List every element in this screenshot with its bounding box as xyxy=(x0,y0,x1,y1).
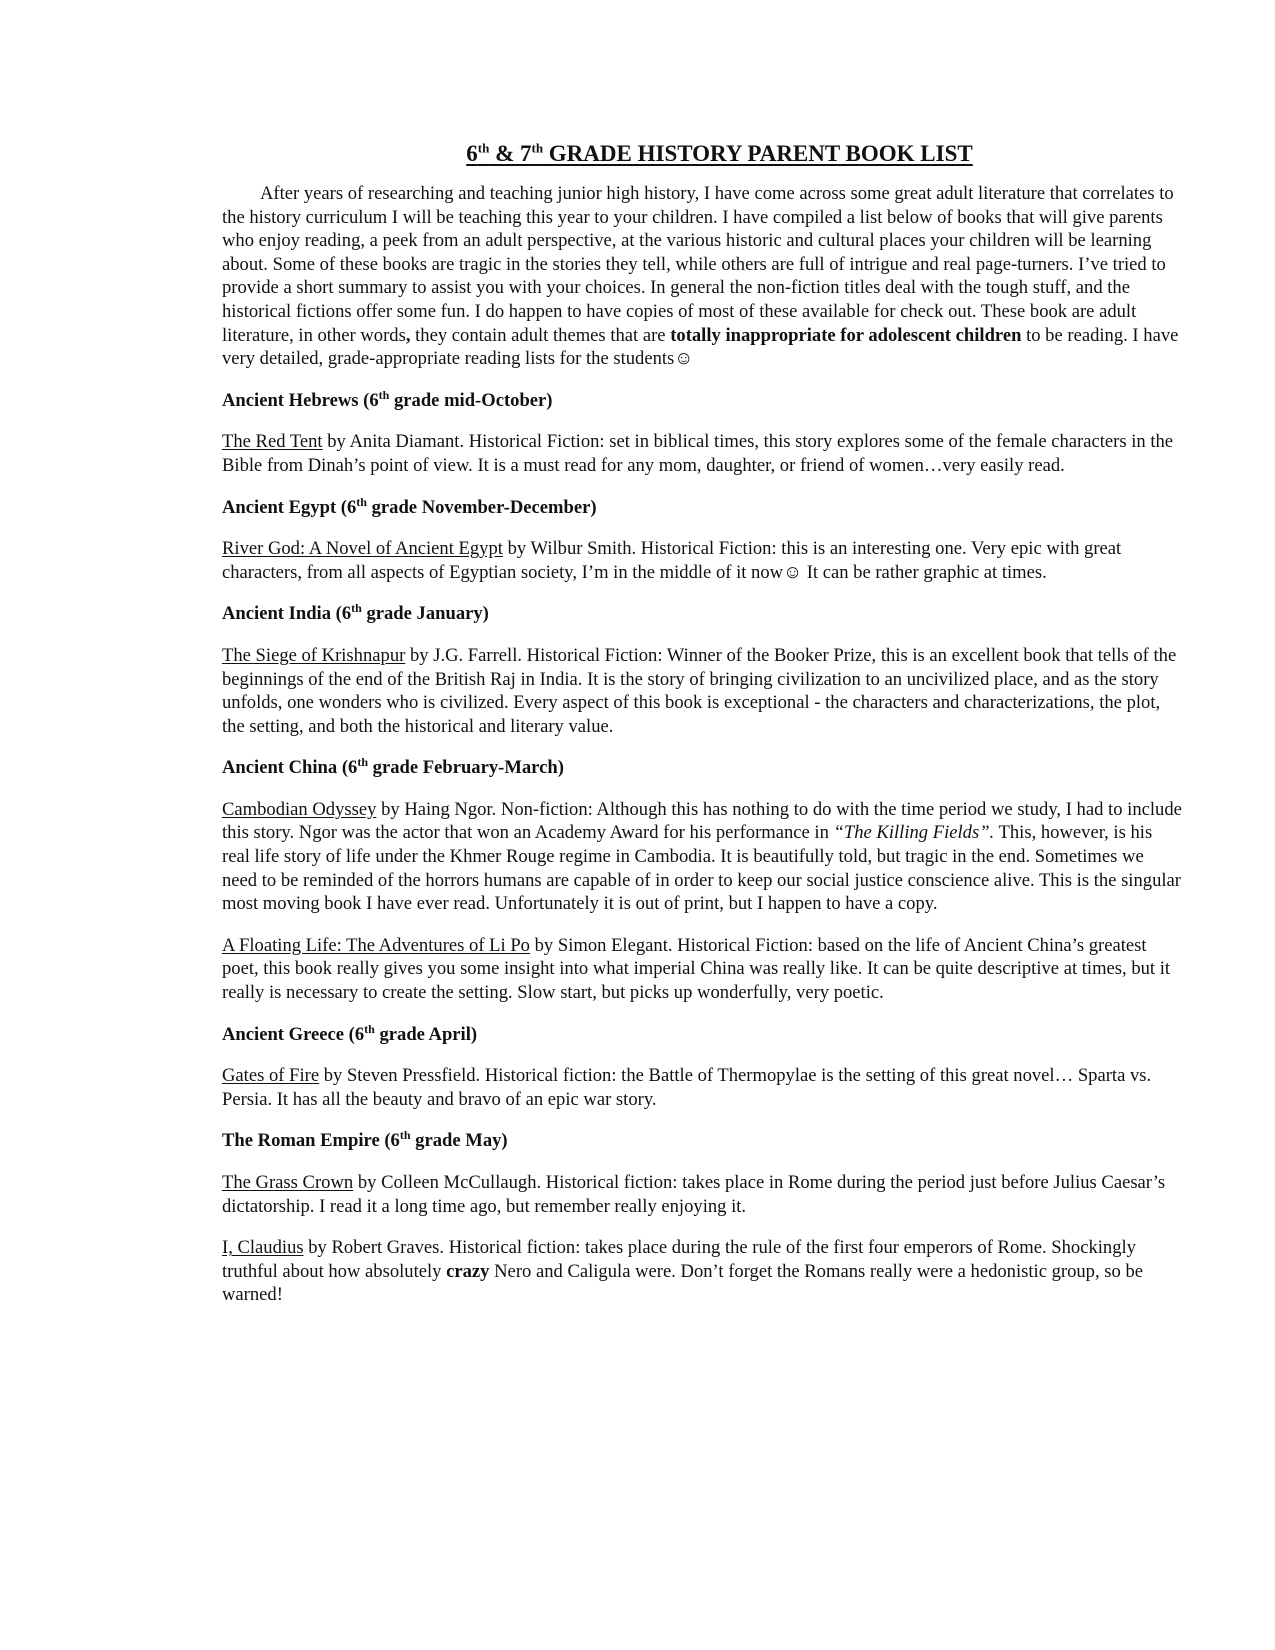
book-title: I, Claudius xyxy=(222,1237,304,1259)
book-title: Cambodian Odyssey xyxy=(222,798,377,820)
heading-text: grade May) xyxy=(410,1130,508,1152)
title-grade-six: 6 xyxy=(466,141,478,166)
heading-text: Ancient Greece (6 xyxy=(222,1023,365,1045)
book-entry-river-god xyxy=(222,537,1182,584)
heading-superscript: th xyxy=(364,1021,375,1036)
book-entry-gates-of-fire xyxy=(222,1064,1182,1111)
title-text: GRADE HISTORY PARENT BOOK LIST xyxy=(543,141,973,166)
book-description: by J.G. Farrell. Historical Fiction: Winner of the Booker Prize, this is an excellent book that tells of the beginnings of the end of the British Raj in India. It is the story of bringing civilization to an uncivilized place, and as the story unfolds, one wonders who is civilized. Every aspect of this book is exceptional - the characters and characterizations, the plot, the setting, and both the historical and literary value. xyxy=(222,644,1177,737)
book-description: by Simon Elegant. Historical Fiction: based on the life of Ancient China’s greatest poet, this book really gives you some insight into what imperial China was really like. It can be quite descriptive at times, but it really is necessary to create the setting. Slow start, but picks up wonderfully, very poetic. xyxy=(222,934,1171,1004)
book-title: The Siege of Krishnapur xyxy=(222,644,406,666)
book-description: by Robert Graves. Historical fiction: takes place during the rule of the first four emperors of Rome. Shockingly truthful about how absolutely xyxy=(222,1237,1136,1282)
heading-superscript: th xyxy=(357,755,369,770)
title-ampersand: & xyxy=(489,141,520,166)
heading-text: grade April) xyxy=(374,1023,478,1045)
intro-text-2: they contain adult themes that are xyxy=(410,324,671,346)
book-entry-grass-crown xyxy=(222,1171,1182,1218)
bold-emphasis: crazy xyxy=(446,1260,490,1282)
heading-superscript: th xyxy=(351,601,362,616)
heading-superscript: th xyxy=(356,494,367,509)
book-title: The Grass Crown xyxy=(222,1172,354,1193)
heading-text: Ancient India (6 xyxy=(222,603,352,625)
book-entry-red-tent xyxy=(222,430,1182,477)
section-heading-china xyxy=(222,756,1182,780)
book-title: Gates of Fire xyxy=(222,1065,320,1087)
heading-text: Ancient Egypt (6 xyxy=(222,496,357,518)
intro-text-3: to be reading. I have very detailed, grade-appropriate reading lists for the students☺ xyxy=(222,324,1179,370)
heading-text: Ancient China (6 xyxy=(222,757,358,779)
intro-text-1: After years of researching and teaching junior high history, I have come across some great adult literature that correlates to the history curriculum I will be teaching this year to your children. I have compiled a list below of books that will give parents who enjoy reading, a peek from an adult perspective, at the various historic and cultural places your children will be learning about. Some of these books are tragic in the stories they tell, while others are full of intrigue and real page-turners. I’ve tried to provide a short summary to assist you with your choices. In general the non-fiction titles deal with the tough stuff, and the historical fictions offer some fun. I do happen to have copies of most of these available for check out. These book are adult literature, in other words xyxy=(222,183,1174,346)
book-description-continued: Nero and Caligula were. Don’t forget the Romans really were a hedonistic group, so be warned! xyxy=(222,1260,1144,1306)
title-grade-seven: 7 xyxy=(519,141,532,166)
heading-text: Ancient Hebrews (6 xyxy=(222,389,379,411)
book-entry-siege-of-krishnapur xyxy=(222,644,1182,738)
section-heading-greece xyxy=(222,1023,1182,1047)
book-description: by Colleen McCullaugh. Historical fiction: takes place in Rome during the period just before Julius Caesar’s dictatorship. I read it a long time ago, but remember really enjoying it. xyxy=(222,1172,1166,1217)
section-heading-hebrews xyxy=(222,389,1182,413)
intro-paragraph xyxy=(222,182,1182,371)
book-description-continued: This, however, is his real life story of life under the Khmer Rouge regime in Cambodia. It is beautifully told, but tragic in the end. Sometimes we need to be reminded of the horrors humans are capable of in order to keep our social justice conscience alive. This is the singular most moving book I have ever read. Unfortunately it is out of print, but I happen to have a copy. xyxy=(222,822,1181,915)
book-entry-floating-life xyxy=(222,934,1182,1005)
book-entry-i-claudius xyxy=(222,1236,1182,1307)
book-entry-cambodian-odyssey xyxy=(222,798,1182,916)
book-title: A Floating Life: The Adventures of Li Po xyxy=(222,934,530,956)
intro-bold-warning: totally inappropriate for adolescent children xyxy=(670,324,1022,346)
book-title: River God: A Novel of Ancient Egypt xyxy=(222,538,503,560)
heading-text: grade February-March) xyxy=(368,757,564,779)
heading-text: grade January) xyxy=(361,603,489,625)
book-description: by Anita Diamant. Historical Fiction: set in biblical times, this story explores some of the female characters in the Bible from Dinah’s point of view. It is a must read for any mom, daughter, or friend of women…very easily read. xyxy=(222,431,1174,476)
title-superscript-six: th xyxy=(477,140,490,156)
heading-text: The Roman Empire (6 xyxy=(222,1130,400,1152)
section-heading-egypt xyxy=(222,496,1182,520)
document-content xyxy=(222,140,1182,1325)
intro-bold-comma: , xyxy=(405,324,411,346)
book-description: by Haing Ngor. Non-fiction: Although this has nothing to do with the time period we study, I had to include this story. Ngor was the actor that won an Academy Award for his performance in xyxy=(222,798,1182,844)
heading-text: grade mid-October) xyxy=(389,389,553,411)
section-heading-india xyxy=(222,602,1182,626)
page-title xyxy=(222,140,1182,168)
heading-superscript: th xyxy=(378,387,390,402)
heading-text: grade November-December) xyxy=(366,496,597,518)
book-description: by Wilbur Smith. Historical Fiction: this is an interesting one. Very epic with great characters, from all aspects of Egyptian society, I’m in the middle of it now☺ It can be rather graphic at times. xyxy=(222,538,1122,583)
section-heading-rome xyxy=(222,1129,1182,1153)
title-superscript-seven: th xyxy=(531,140,544,156)
book-description: by Steven Pressfield. Historical fiction: the Battle of Thermopylae is the setting of this great novel… Sparta vs. Persia. It has all the beauty and bravo of an epic war story. xyxy=(222,1065,1152,1110)
heading-superscript: th xyxy=(399,1128,411,1143)
film-title: “The Killing Fields”. xyxy=(833,822,995,844)
book-title: The Red Tent xyxy=(222,431,323,453)
